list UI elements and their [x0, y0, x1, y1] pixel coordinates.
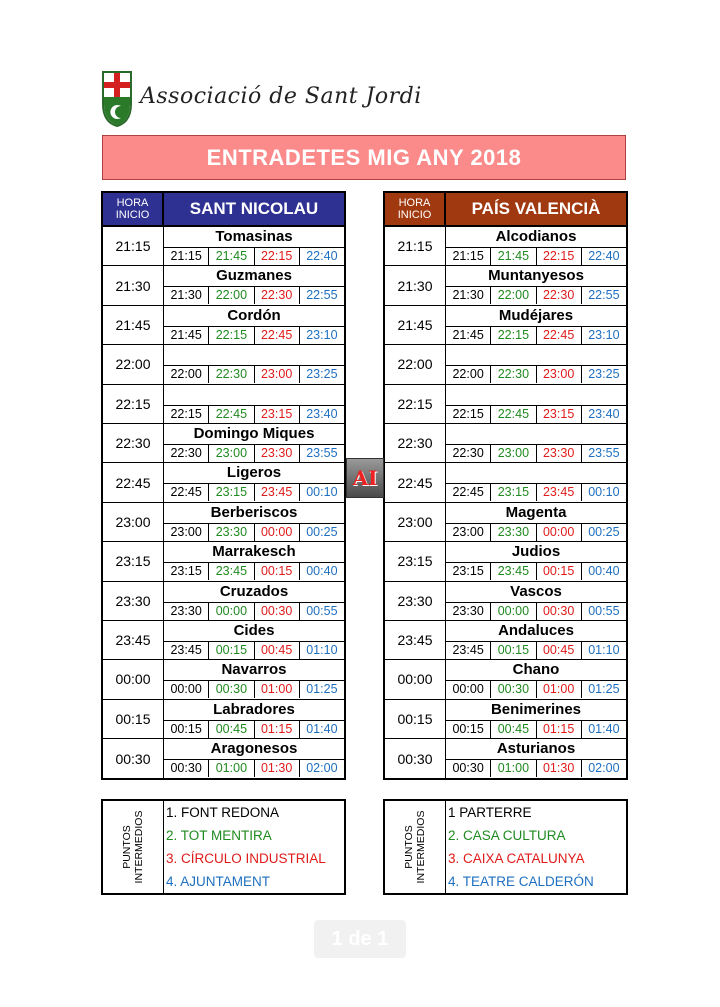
checkpoint-time: 22:30 — [164, 445, 209, 462]
comparsa-name: Chano — [512, 661, 560, 679]
checkpoint-time: 22:55 — [588, 288, 620, 303]
table-row — [103, 385, 344, 424]
checkpoint-time: 00:00 — [209, 603, 254, 620]
comparsa-name: Navarros — [221, 661, 287, 679]
hora-label: HORA — [116, 197, 149, 209]
checkpoint-time: 21:45 — [491, 248, 536, 265]
schedule-table-sant-nicolau — [101, 191, 346, 780]
comparsa-name: Mudéjares — [498, 306, 574, 324]
checkpoint-time: 23:40 — [306, 406, 338, 421]
checkpoint-time: 22:15 — [255, 248, 300, 265]
comparsa-name: Labradores — [213, 700, 295, 718]
checkpoint-time: 23:00 — [209, 445, 254, 462]
start-time: 00:30 — [103, 739, 164, 778]
checkpoint-time: 00:25 — [588, 524, 620, 539]
legend-item: 3. CAIXA CATALUNYA — [448, 851, 585, 866]
checkpoint-time: 23:45 — [491, 563, 536, 580]
ai-badge — [346, 458, 384, 498]
checkpoint-time: 22:45 — [537, 327, 582, 344]
legend-item: 1 PARTERRE — [448, 805, 532, 820]
table-row — [385, 582, 626, 621]
ai-badge-text: AI — [352, 466, 378, 490]
checkpoint-time: 22:45 — [209, 406, 254, 423]
inicio-label: INICIO — [115, 209, 150, 221]
checkpoint-time: 00:30 — [491, 681, 536, 698]
checkpoint-time: 23:00 — [537, 366, 582, 383]
comparsa-name — [164, 345, 344, 365]
comparsa-name: Vascos — [510, 582, 562, 600]
checkpoint-time: 00:40 — [306, 564, 338, 579]
start-time: 21:45 — [103, 306, 164, 344]
legend-item: 1. FONT REDONA — [166, 805, 280, 820]
checkpoint-time: 22:45 — [164, 484, 209, 501]
table-row — [385, 306, 626, 345]
legend-puntos-intermedios-left — [101, 799, 346, 895]
checkpoint-time: 00:30 — [446, 760, 491, 777]
checkpoint-time: 23:25 — [588, 367, 620, 382]
comparsa-name: Muntanyesos — [488, 267, 584, 285]
table-row — [103, 345, 344, 384]
legend-side-line: PUNTOS — [121, 825, 133, 869]
checkpoint-time: 23:15 — [537, 406, 582, 423]
legend-item: 4. TEATRE CALDERÓN — [448, 874, 594, 889]
checkpoint-time: 22:15 — [209, 327, 254, 344]
table-row — [103, 424, 344, 463]
checkpoint-time: 22:45 — [255, 327, 300, 344]
table-row — [103, 621, 344, 660]
comparsa-name: Judios — [511, 543, 561, 561]
start-time: 23:15 — [103, 542, 164, 580]
checkpoint-time: 23:45 — [446, 642, 491, 659]
table-row — [103, 542, 344, 581]
legend-item: 3. CÍRCULO INDUSTRIAL — [166, 851, 326, 866]
checkpoint-time: 00:45 — [209, 721, 254, 738]
comparsa-name — [446, 424, 626, 444]
checkpoint-time: 23:15 — [209, 484, 254, 501]
checkpoint-time: 00:45 — [537, 642, 582, 659]
checkpoint-time: 23:10 — [588, 327, 620, 342]
start-time: 22:15 — [103, 385, 164, 423]
checkpoint-time: 01:00 — [255, 681, 300, 698]
hora-label: HORA — [398, 197, 431, 209]
checkpoint-time: 22:00 — [164, 366, 209, 383]
table-row — [103, 739, 344, 778]
table-row — [385, 542, 626, 581]
comparsa-name: Cruzados — [219, 582, 289, 600]
checkpoint-time: 23:30 — [164, 603, 209, 620]
comparsa-name: Andaluces — [498, 621, 574, 639]
comparsa-name: Alcodianos — [495, 228, 577, 245]
shield-logo-icon — [101, 70, 133, 128]
checkpoint-time: 01:15 — [255, 721, 300, 738]
checkpoint-time: 22:00 — [446, 366, 491, 383]
checkpoint-time: 00:30 — [209, 681, 254, 698]
checkpoint-time: 23:15 — [446, 563, 491, 580]
checkpoint-time: 21:15 — [164, 248, 209, 265]
start-time: 00:15 — [385, 700, 446, 738]
start-time: 23:30 — [385, 582, 446, 620]
comparsa-name: Marrakesch — [212, 543, 296, 561]
table-row — [385, 621, 626, 660]
checkpoint-time: 23:30 — [446, 603, 491, 620]
comparsa-name: Ligeros — [226, 464, 282, 482]
comparsa-name: Magenta — [505, 503, 567, 521]
checkpoint-time: 21:15 — [446, 248, 491, 265]
checkpoint-time: 01:30 — [537, 760, 582, 777]
checkpoint-time: 23:15 — [255, 406, 300, 423]
start-time: 22:30 — [385, 424, 446, 462]
checkpoint-time: 23:30 — [491, 524, 536, 541]
checkpoint-time: 00:40 — [588, 564, 620, 579]
table-row — [103, 503, 344, 542]
checkpoint-time: 00:00 — [537, 524, 582, 541]
checkpoint-time: 00:25 — [306, 524, 338, 539]
checkpoint-time: 23:45 — [209, 563, 254, 580]
comparsa-name: Cordón — [227, 306, 281, 324]
inicio-label: INICIO — [397, 209, 432, 221]
legend-side-label — [403, 811, 427, 884]
table-row — [103, 306, 344, 345]
checkpoint-time: 23:45 — [255, 484, 300, 501]
comparsa-name: Cides — [233, 621, 275, 639]
checkpoint-time: 00:15 — [255, 563, 300, 580]
checkpoint-time: 23:30 — [537, 445, 582, 462]
table-row — [385, 266, 626, 305]
checkpoint-time: 23:25 — [306, 367, 338, 382]
comparsa-name — [446, 345, 626, 365]
table-row — [103, 266, 344, 305]
table-row — [385, 700, 626, 739]
checkpoint-time: 22:00 — [491, 287, 536, 304]
start-time: 21:45 — [385, 306, 446, 344]
legend-side-label — [121, 811, 145, 884]
table-header — [103, 193, 344, 227]
start-time: 23:00 — [103, 503, 164, 541]
checkpoint-time: 22:00 — [209, 287, 254, 304]
comparsa-name: Domingo Miques — [193, 424, 315, 442]
checkpoint-time: 00:00 — [255, 524, 300, 541]
checkpoint-time: 02:00 — [588, 761, 620, 776]
checkpoint-time: 00:15 — [491, 642, 536, 659]
start-time: 23:30 — [103, 582, 164, 620]
start-time: 00:00 — [103, 660, 164, 698]
checkpoint-time: 23:55 — [588, 445, 620, 460]
table-row — [385, 345, 626, 384]
checkpoint-time: 23:45 — [164, 642, 209, 659]
start-time: 22:30 — [103, 424, 164, 462]
checkpoint-time: 00:10 — [588, 485, 620, 500]
table-row — [103, 227, 344, 266]
comparsa-name — [446, 463, 626, 483]
legend-side-line: INTERMEDIOS — [415, 810, 427, 884]
route-title: SANT NICOLAU — [164, 193, 344, 225]
checkpoint-time: 01:00 — [209, 760, 254, 777]
checkpoint-time: 23:00 — [491, 445, 536, 462]
table-row — [103, 700, 344, 739]
checkpoint-time: 00:15 — [446, 721, 491, 738]
start-time: 00:15 — [103, 700, 164, 738]
legend-item: 4. AJUNTAMENT — [166, 874, 271, 889]
schedule-table-pais-valencia — [383, 191, 628, 780]
comparsa-name — [164, 385, 344, 405]
checkpoint-time: 00:30 — [255, 603, 300, 620]
checkpoint-time: 01:15 — [537, 721, 582, 738]
checkpoint-time: 23:55 — [306, 445, 338, 460]
start-time: 00:00 — [385, 660, 446, 698]
checkpoint-time: 23:45 — [537, 484, 582, 501]
checkpoint-time: 22:15 — [491, 327, 536, 344]
org-name: Associació de Sant Jordi — [140, 84, 422, 109]
checkpoint-time: 22:15 — [446, 406, 491, 423]
checkpoint-time: 01:30 — [255, 760, 300, 777]
checkpoint-time: 00:10 — [306, 485, 338, 500]
checkpoint-time: 21:45 — [164, 327, 209, 344]
start-time: 22:15 — [385, 385, 446, 423]
checkpoint-time: 23:30 — [209, 524, 254, 541]
checkpoint-time: 00:30 — [164, 760, 209, 777]
checkpoint-time: 21:30 — [446, 287, 491, 304]
table-row — [385, 660, 626, 699]
checkpoint-time: 21:30 — [164, 287, 209, 304]
checkpoint-time: 00:55 — [588, 603, 620, 618]
comparsa-name: Asturianos — [496, 740, 576, 758]
legend-puntos-intermedios-right — [383, 799, 628, 895]
checkpoint-time: 23:30 — [255, 445, 300, 462]
table-row — [103, 582, 344, 621]
checkpoint-time: 00:00 — [446, 681, 491, 698]
comparsa-name: Tomasinas — [215, 228, 293, 245]
checkpoint-time: 22:30 — [537, 287, 582, 304]
checkpoint-time: 22:40 — [588, 249, 620, 263]
hora-inicio-header — [103, 193, 164, 225]
comparsa-name: Aragonesos — [210, 740, 298, 758]
checkpoint-time: 00:45 — [491, 721, 536, 738]
checkpoint-time: 00:00 — [164, 681, 209, 698]
table-row — [385, 503, 626, 542]
start-time: 22:00 — [385, 345, 446, 383]
table-row — [385, 739, 626, 778]
checkpoint-time: 23:15 — [164, 563, 209, 580]
checkpoint-time: 02:00 — [306, 761, 338, 776]
start-time: 21:30 — [103, 266, 164, 304]
start-time: 21:30 — [385, 266, 446, 304]
table-row — [385, 385, 626, 424]
start-time: 21:15 — [103, 227, 164, 265]
checkpoint-time: 22:30 — [446, 445, 491, 462]
checkpoint-time: 00:30 — [537, 603, 582, 620]
page-indicator: 1 de 1 — [314, 920, 406, 958]
start-time: 00:30 — [385, 739, 446, 778]
checkpoint-time: 22:30 — [209, 366, 254, 383]
checkpoint-time: 00:15 — [209, 642, 254, 659]
table-row — [385, 227, 626, 266]
checkpoint-time: 22:45 — [446, 484, 491, 501]
checkpoint-time: 22:15 — [537, 248, 582, 265]
checkpoint-time: 01:10 — [588, 642, 620, 657]
checkpoint-time: 00:15 — [164, 721, 209, 738]
checkpoint-time: 23:00 — [255, 366, 300, 383]
checkpoint-time: 22:40 — [306, 249, 338, 263]
legend-item: 2. CASA CULTURA — [448, 828, 566, 843]
start-time: 23:45 — [385, 621, 446, 659]
table-row — [103, 463, 344, 502]
checkpoint-time: 23:00 — [446, 524, 491, 541]
checkpoint-time: 01:25 — [306, 682, 338, 697]
checkpoint-time: 00:55 — [306, 603, 338, 618]
checkpoint-time: 23:40 — [588, 406, 620, 421]
legend-side — [103, 801, 164, 893]
checkpoint-time: 22:30 — [491, 366, 536, 383]
legend-side-line: PUNTOS — [403, 825, 415, 869]
table-row — [103, 660, 344, 699]
page-title: ENTRADETES MIG ANY 2018 — [102, 135, 626, 180]
checkpoint-time: 01:00 — [537, 681, 582, 698]
checkpoint-time: 01:25 — [588, 682, 620, 697]
checkpoint-time: 21:45 — [209, 248, 254, 265]
checkpoint-time: 00:45 — [255, 642, 300, 659]
comparsa-name: Benimerines — [490, 700, 582, 718]
start-time: 22:45 — [103, 463, 164, 501]
start-time: 23:15 — [385, 542, 446, 580]
comparsa-name: Berberiscos — [210, 503, 298, 521]
checkpoint-time: 22:45 — [491, 406, 536, 423]
checkpoint-time: 23:00 — [164, 524, 209, 541]
checkpoint-time: 22:55 — [306, 288, 338, 303]
checkpoint-time: 01:10 — [306, 642, 338, 657]
checkpoint-time: 22:15 — [164, 406, 209, 423]
route-title: PAÍS VALENCIÀ — [446, 193, 626, 225]
table-row — [385, 463, 626, 502]
comparsa-name — [446, 385, 626, 405]
start-time: 23:00 — [385, 503, 446, 541]
start-time: 21:15 — [385, 227, 446, 265]
start-time: 22:00 — [103, 345, 164, 383]
checkpoint-time: 23:15 — [491, 484, 536, 501]
legend-side-line: INTERMEDIOS — [133, 810, 145, 884]
checkpoint-time: 01:40 — [588, 721, 620, 736]
hora-inicio-header — [385, 193, 446, 225]
checkpoint-time: 21:45 — [446, 327, 491, 344]
checkpoint-time: 01:00 — [491, 760, 536, 777]
table-header — [385, 193, 626, 227]
checkpoint-time: 22:30 — [255, 287, 300, 304]
table-row — [385, 424, 626, 463]
checkpoint-time: 00:15 — [537, 563, 582, 580]
checkpoint-time: 00:00 — [491, 603, 536, 620]
comparsa-name: Guzmanes — [216, 267, 292, 285]
legend-item: 2. TOT MENTIRA — [166, 828, 272, 843]
start-time: 23:45 — [103, 621, 164, 659]
checkpoint-time: 01:40 — [306, 721, 338, 736]
checkpoint-time: 23:10 — [306, 327, 338, 342]
legend-side — [385, 801, 446, 893]
start-time: 22:45 — [385, 463, 446, 501]
